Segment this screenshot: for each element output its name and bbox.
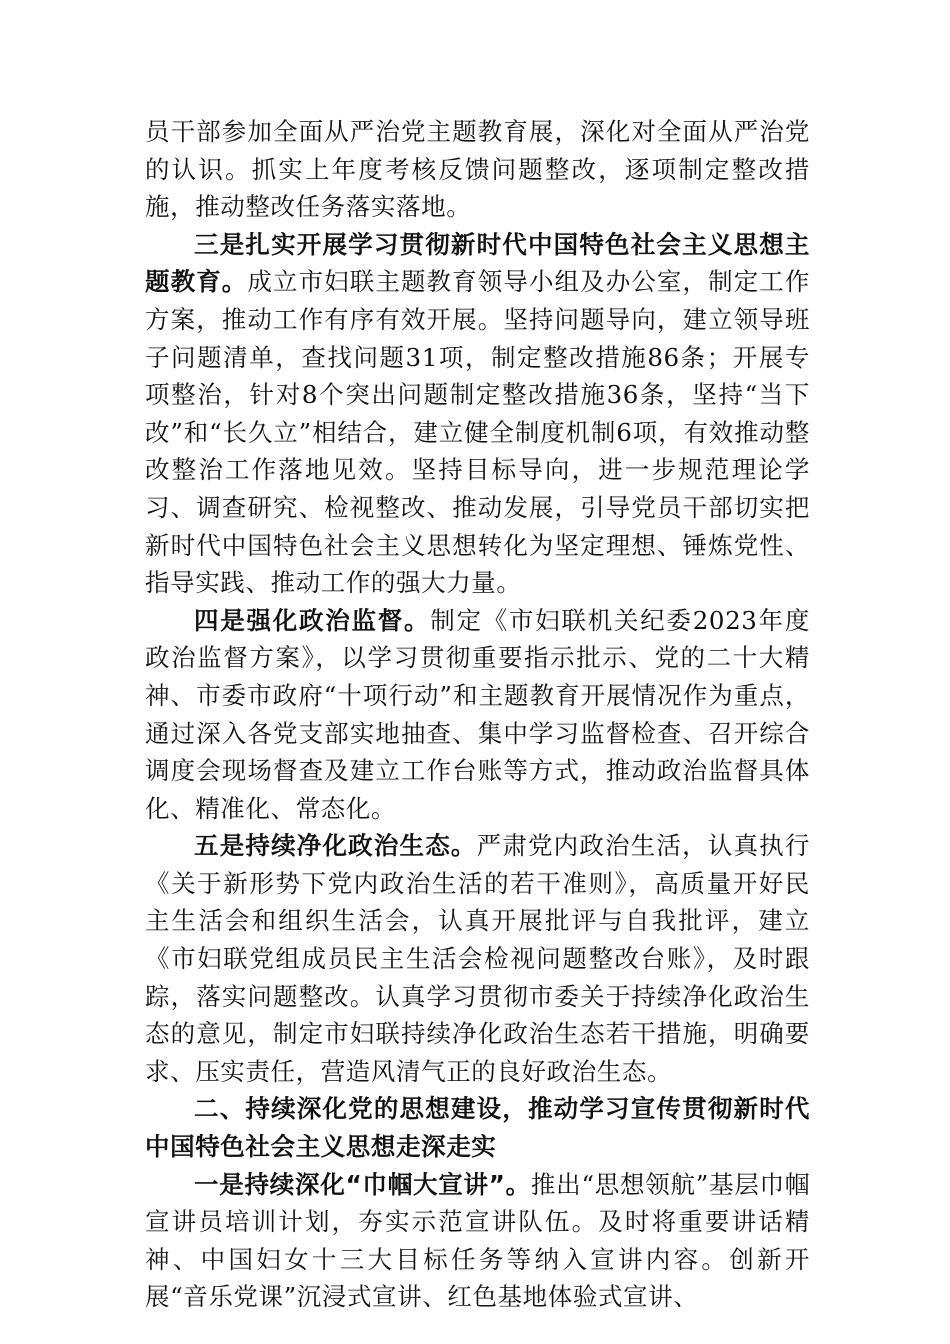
document-body	[145, 113, 810, 1316]
paragraph-text: 制定《市妇联机关纪委2023年度政治监督方案》，以学习贯彻重要指示批示、党的二十大精神、市委市政府“十项行动”和主题教育开展情况作为重点，通过深入各党支部实地抽查、集中学习监督检查、召开综合调度会现场督查及建立工作台账等方式，推动政治监督具体化、精准化、常态化。	[145, 605, 810, 823]
paragraph-lead: 五是持续净化政治生态。	[194, 831, 477, 861]
paragraph-text: 严肃党内政治生活，认真执行《关于新形势下党内政治生活的若干准则》，高质量开好民主生活会和组织生活会，认真开展批评与自我批评，建立《市妇联党组成员民主生活会检视问题整改台账》，及时跟踪，落实问题整改。认真学习贯彻市委关于持续净化政治生态的意见，制定市妇联持续净化政治生态若干措施，明确要求、压实责任，营造风清气正的良好政治生态。	[145, 831, 810, 1086]
section-heading: 二、持续深化党的思想建设，推动学习宣传贯彻新时代中国特色社会主义思想走深走实	[145, 1094, 810, 1162]
paragraph-lead: 三是扎实开展学习贯彻新时代中国特色社会主义思想主题教育。	[145, 229, 810, 297]
paragraph-theme-education	[145, 226, 810, 602]
paragraph-women-lecture	[145, 1166, 810, 1316]
paragraph-continued	[145, 113, 810, 226]
paragraph-lead: 一是持续深化“巾帼大宣讲”。	[194, 1169, 531, 1199]
paragraph-text: 员干部参加全面从严治党主题教育展，深化对全面从严治党的认识。抓实上年度考核反馈问题整改，逐项制定整改措施，推动整改任务落实落地。	[145, 117, 810, 222]
paragraph-political-ecology	[145, 827, 810, 1090]
paragraph-text: 推出“思想领航”基层巾帼宣讲员培训计划，夯实示范宣讲队伍。及时将重要讲话精神、中国妇女十三大目标任务等纳入宣讲内容。创新开展“音乐党课”沉浸式宣讲、红色基地体验式宣讲、	[145, 1169, 810, 1312]
paragraph-text: 成立市妇联主题教育领导小组及办公室，制定工作方案，推动工作有序有效开展。坚持问题导向，建立领导班子问题清单，查找问题31项，制定整改措施86条；开展专项整治，针对8个突出问题制定整改措施36条，坚持“当下改”和“长久立”相结合，建立健全制度机制6项，有效推动整改整治工作落地见效。坚持目标导向，进一步规范理论学习、调查研究、检视整改、推动发展，引导党员干部切实把新时代中国特色社会主义思想转化为坚定理想、锤炼党性、指导实践、推动工作的强大力量。	[145, 267, 810, 598]
paragraph-political-supervision	[145, 602, 810, 828]
paragraph-lead: 四是强化政治监督。	[194, 605, 431, 635]
